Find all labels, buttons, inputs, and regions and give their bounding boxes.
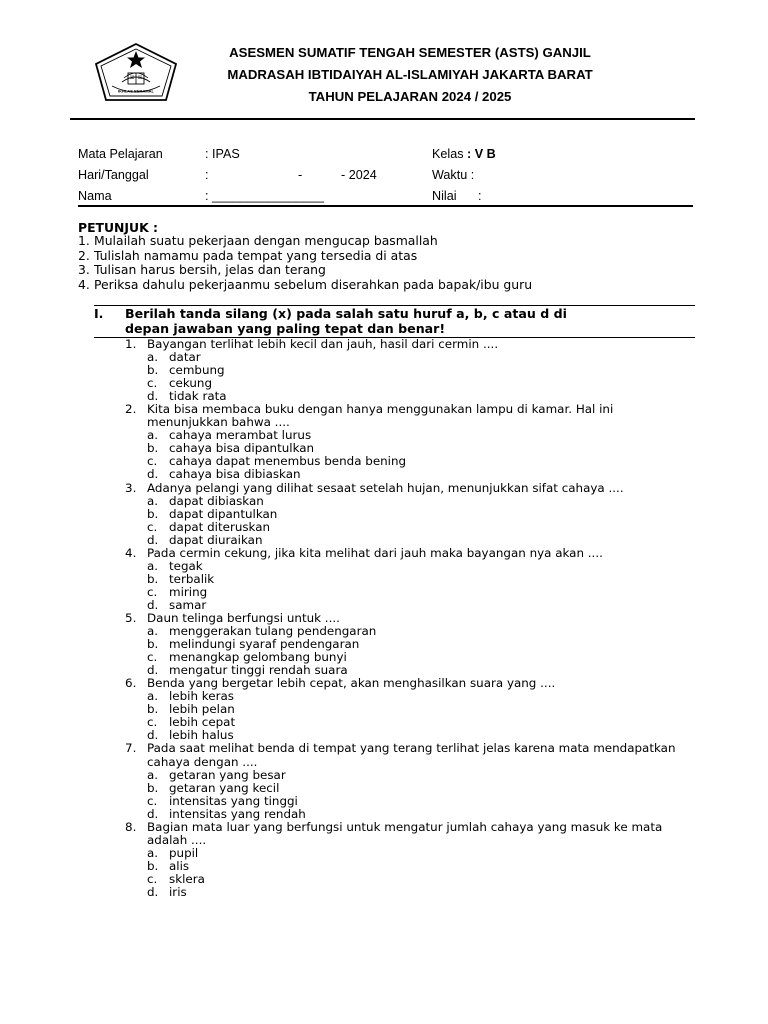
question-item bbox=[125, 742, 685, 820]
hari-dash: - bbox=[298, 168, 303, 182]
question-number: 7. bbox=[125, 741, 137, 756]
answer-option[interactable] bbox=[147, 573, 685, 586]
option-letter: b. bbox=[147, 780, 159, 795]
option-letter: c. bbox=[147, 793, 158, 808]
answer-option[interactable] bbox=[147, 351, 685, 364]
kemenag-emblem-icon bbox=[94, 42, 178, 104]
header-divider bbox=[70, 118, 695, 120]
question-text: Bayangan terlihat lebih kecil dan jauh, hasil dari cermin .... bbox=[147, 337, 499, 351]
option-letter: a. bbox=[147, 493, 159, 508]
answer-option[interactable] bbox=[147, 534, 685, 547]
option-text: menggerakan tulang pendengaran bbox=[169, 624, 377, 639]
question-item bbox=[125, 338, 685, 403]
option-text: tegak bbox=[169, 558, 203, 573]
answer-option[interactable] bbox=[147, 873, 685, 886]
nama-field[interactable]: : ________________ bbox=[205, 189, 325, 203]
option-text: samar bbox=[169, 597, 207, 612]
hari-label: Hari/Tanggal bbox=[78, 168, 149, 182]
hari-colon: : bbox=[205, 168, 209, 182]
option-text: cahaya merambat lurus bbox=[169, 428, 312, 443]
mapel-value: : IPAS bbox=[205, 147, 240, 161]
petunjuk-title: PETUNJUK : bbox=[78, 220, 158, 235]
petunjuk-list bbox=[78, 234, 532, 292]
answer-option[interactable] bbox=[147, 377, 685, 390]
question-item bbox=[125, 612, 685, 677]
option-text: dapat dipantulkan bbox=[169, 506, 278, 521]
question-number: 6. bbox=[125, 676, 137, 691]
petunjuk-item-number: 2. bbox=[78, 247, 90, 263]
kelas-value: : V B bbox=[467, 147, 496, 161]
option-text: terbalik bbox=[169, 571, 215, 586]
option-text: intensitas yang tinggi bbox=[169, 793, 298, 808]
option-letter: b. bbox=[147, 571, 159, 586]
option-letter: b. bbox=[147, 702, 159, 717]
petunjuk-item-text: Tulisan harus bersih, jelas dan terang bbox=[94, 262, 326, 277]
petunjuk-item-text: Tulislah namamu pada tempat yang tersedia di atas bbox=[94, 247, 418, 263]
option-text: getaran yang kecil bbox=[169, 780, 280, 795]
option-text: lebih cepat bbox=[169, 715, 236, 730]
option-letter: c. bbox=[147, 871, 158, 886]
question-item bbox=[125, 403, 685, 481]
option-text: cahaya dapat menembus benda bening bbox=[169, 454, 407, 469]
question-number: 4. bbox=[125, 545, 137, 560]
option-text: cahaya bisa dipantulkan bbox=[169, 441, 315, 456]
petunjuk-item bbox=[78, 263, 532, 278]
question-item bbox=[125, 677, 685, 742]
option-text: lebih keras bbox=[169, 689, 234, 704]
option-text: menangkap gelombang bunyi bbox=[169, 650, 347, 665]
petunjuk-item-number: 3. bbox=[78, 262, 90, 277]
option-letter: b. bbox=[147, 363, 159, 378]
option-letter: a. bbox=[147, 689, 159, 704]
question-number: 3. bbox=[125, 480, 137, 495]
question-text: Bagian mata luar yang berfungsi untuk mengatur jumlah cahaya yang masuk ke mata adalah .... bbox=[147, 819, 663, 847]
exam-title: ASESMEN SUMATIF TENGAH SEMESTER (ASTS) GANJIL bbox=[229, 45, 591, 60]
option-letter: c. bbox=[147, 454, 158, 469]
answer-option[interactable] bbox=[147, 560, 685, 573]
question-text: Pada saat melihat benda di tempat yang terang terlihat jelas karena mata mendapatkan cahaya dengan .... bbox=[147, 741, 676, 769]
option-text: mengatur tinggi rendah suara bbox=[169, 663, 348, 678]
question-text: Pada cermin cekung, jika kita melihat dari jauh maka bayangan nya akan .... bbox=[147, 545, 603, 560]
section-instruction-line2: depan jawaban yang paling tepat dan benar! bbox=[125, 321, 446, 336]
nilai-value: : bbox=[478, 189, 482, 203]
section-number: I. bbox=[94, 306, 104, 321]
question-list bbox=[125, 338, 685, 899]
question-item bbox=[125, 547, 685, 612]
option-letter: c. bbox=[147, 376, 158, 391]
petunjuk-item-number: 4. bbox=[78, 276, 90, 292]
school-name: MADRASAH IBTIDAIYAH AL-ISLAMIYAH JAKARTA BARAT bbox=[227, 67, 593, 82]
option-letter: a. bbox=[147, 624, 159, 639]
option-text: pupil bbox=[169, 845, 199, 860]
option-letter: d. bbox=[147, 728, 159, 743]
option-text: cekung bbox=[169, 376, 212, 391]
option-letter: b. bbox=[147, 637, 159, 652]
option-text: lebih halus bbox=[169, 728, 234, 743]
section-instruction-line1: Berilah tanda silang (x) pada salah satu huruf a, b, c atau d di bbox=[125, 306, 567, 321]
hari-year: - 2024 bbox=[341, 168, 377, 182]
option-letter: a. bbox=[147, 428, 159, 443]
waktu-label: Waktu : bbox=[432, 168, 475, 182]
answer-option[interactable] bbox=[147, 364, 685, 377]
option-letter: c. bbox=[147, 519, 158, 534]
option-letter: d. bbox=[147, 467, 159, 482]
option-text: dapat diuraikan bbox=[169, 532, 263, 547]
option-letter: d. bbox=[147, 532, 159, 547]
option-text: intensitas yang rendah bbox=[169, 806, 306, 821]
option-letter: c. bbox=[147, 715, 158, 730]
option-text: datar bbox=[169, 350, 201, 365]
option-letter: a. bbox=[147, 767, 159, 782]
option-text: getaran yang besar bbox=[169, 767, 286, 782]
mapel-label: Mata Pelajaran bbox=[78, 147, 163, 161]
option-text: lebih pelan bbox=[169, 702, 235, 717]
option-letter: b. bbox=[147, 441, 159, 456]
petunjuk-item-text: Periksa dahulu pekerjaanmu sebelum diserahkan pada bapak/ibu guru bbox=[94, 276, 533, 292]
option-text: tidak rata bbox=[169, 389, 227, 404]
option-text: cahaya bisa dibiaskan bbox=[169, 467, 301, 482]
question-number: 2. bbox=[125, 402, 137, 417]
option-letter: b. bbox=[147, 506, 159, 521]
nilai-label: Nilai bbox=[432, 189, 457, 203]
logo-caption: IKHLAS BERAMAL bbox=[118, 88, 154, 94]
option-letter: d. bbox=[147, 663, 159, 678]
academic-year: TAHUN PELAJARAN 2024 / 2025 bbox=[308, 89, 512, 104]
option-text: dapat diteruskan bbox=[169, 519, 271, 534]
question-text: Adanya pelangi yang dilihat sesaat setelah hujan, menunjukkan sifat cahaya .... bbox=[147, 480, 624, 495]
option-text: sklera bbox=[169, 871, 205, 886]
answer-option[interactable] bbox=[147, 468, 685, 481]
option-letter: c. bbox=[147, 584, 158, 599]
option-letter: b. bbox=[147, 858, 159, 873]
petunjuk-item-number: 1. bbox=[78, 233, 90, 248]
answer-option[interactable] bbox=[147, 808, 685, 821]
option-text: miring bbox=[169, 584, 208, 599]
kelas-field bbox=[432, 147, 496, 161]
question-item bbox=[125, 821, 685, 899]
option-letter: a. bbox=[147, 558, 159, 573]
question-item bbox=[125, 482, 685, 547]
question-number: 8. bbox=[125, 819, 137, 834]
option-text: alis bbox=[169, 858, 190, 873]
option-letter: a. bbox=[147, 845, 159, 860]
question-text: Daun telinga berfungsi untuk .... bbox=[147, 610, 340, 625]
kelas-label: Kelas bbox=[432, 147, 464, 161]
question-number: 5. bbox=[125, 610, 137, 625]
answer-option[interactable] bbox=[147, 586, 685, 599]
option-letter: d. bbox=[147, 806, 159, 821]
petunjuk-item bbox=[78, 234, 532, 249]
option-text: cembung bbox=[169, 363, 225, 378]
option-letter: d. bbox=[147, 884, 159, 899]
option-letter: d. bbox=[147, 597, 159, 612]
info-divider bbox=[78, 205, 693, 207]
option-letter: c. bbox=[147, 650, 158, 665]
option-letter: a. bbox=[147, 350, 159, 365]
petunjuk-item bbox=[78, 278, 532, 293]
petunjuk-item bbox=[78, 249, 532, 264]
question-number: 1. bbox=[125, 337, 137, 351]
option-text: melindungi syaraf pendengaran bbox=[169, 637, 360, 652]
question-text: Benda yang bergetar lebih cepat, akan menghasilkan suara yang .... bbox=[147, 676, 556, 691]
option-text: iris bbox=[169, 884, 187, 899]
option-letter: d. bbox=[147, 389, 159, 404]
question-text: Kita bisa membaca buku dengan hanya menggunakan lampu di kamar. Hal ini menunjukkan bahwa .... bbox=[147, 402, 614, 430]
answer-option[interactable] bbox=[147, 860, 685, 873]
petunjuk-item-text: Mulailah suatu pekerjaan dengan mengucap basmallah bbox=[94, 233, 438, 248]
option-text: dapat dibiaskan bbox=[169, 493, 264, 508]
answer-option[interactable] bbox=[147, 886, 685, 899]
nama-label: Nama bbox=[78, 189, 112, 203]
answer-option[interactable] bbox=[147, 847, 685, 860]
